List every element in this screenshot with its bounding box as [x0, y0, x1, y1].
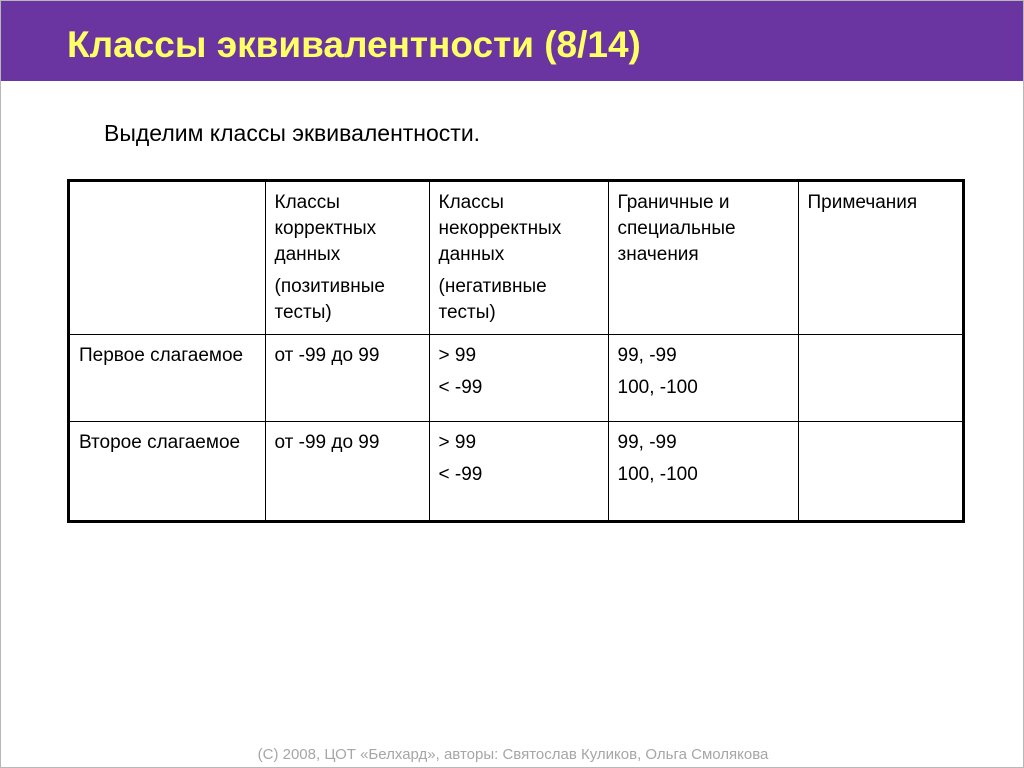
incorrect-class-value: < -99: [438, 376, 483, 398]
header-label: Примечания: [807, 192, 918, 213]
equivalence-table: [67, 179, 965, 523]
header-label: Классы некорректных данных: [438, 192, 562, 265]
incorrect-class-value: > 99: [438, 431, 477, 453]
correct-class-cell: [265, 421, 429, 520]
incorrect-class-value: < -99: [438, 463, 483, 485]
boundary-cell: [608, 421, 798, 520]
header-cell-boundary: [608, 182, 798, 334]
header-cell-empty: [70, 182, 265, 334]
header-cell-notes: [798, 182, 962, 334]
header-label: Граничные и специальные значения: [617, 192, 736, 265]
correct-class-value: от -99 до 99: [274, 431, 380, 453]
row-label-cell: [70, 334, 265, 421]
intro-text: Выделим классы эквивалентности.: [104, 120, 481, 146]
correct-class-value: от -99 до 99: [274, 344, 380, 366]
boundary-cell: [608, 334, 798, 421]
header-note: (позитивные тесты): [274, 276, 385, 323]
row-label-cell: [70, 421, 265, 520]
boundary-value: 99, -99: [617, 344, 677, 366]
boundary-value: 100, -100: [617, 463, 698, 485]
boundary-value: 99, -99: [617, 431, 677, 453]
header-cell-incorrect: [429, 182, 608, 334]
header-note: (негативные тесты): [438, 276, 547, 323]
row-label: Второе слагаемое: [79, 431, 241, 453]
incorrect-class-cell: [429, 421, 608, 520]
notes-cell: [798, 421, 962, 520]
table-header-row: [70, 182, 962, 334]
header-label: Классы корректных данных: [274, 192, 377, 265]
title-bar: [1, 1, 1023, 81]
incorrect-class-value: > 99: [438, 344, 477, 366]
slide-title: Классы эквивалентности (8/14): [67, 24, 641, 65]
incorrect-class-cell: [429, 334, 608, 421]
row-label: Первое слагаемое: [79, 344, 244, 366]
notes-cell: [798, 334, 962, 421]
table-row: [70, 334, 962, 421]
table-row: [70, 421, 962, 520]
boundary-value: 100, -100: [617, 376, 698, 398]
copyright-footer: (C) 2008, ЦОТ «Белхард», авторы: Святослав Куликов, Ольга Смолякова: [257, 746, 769, 763]
header-cell-correct: [265, 182, 429, 334]
correct-class-cell: [265, 334, 429, 421]
